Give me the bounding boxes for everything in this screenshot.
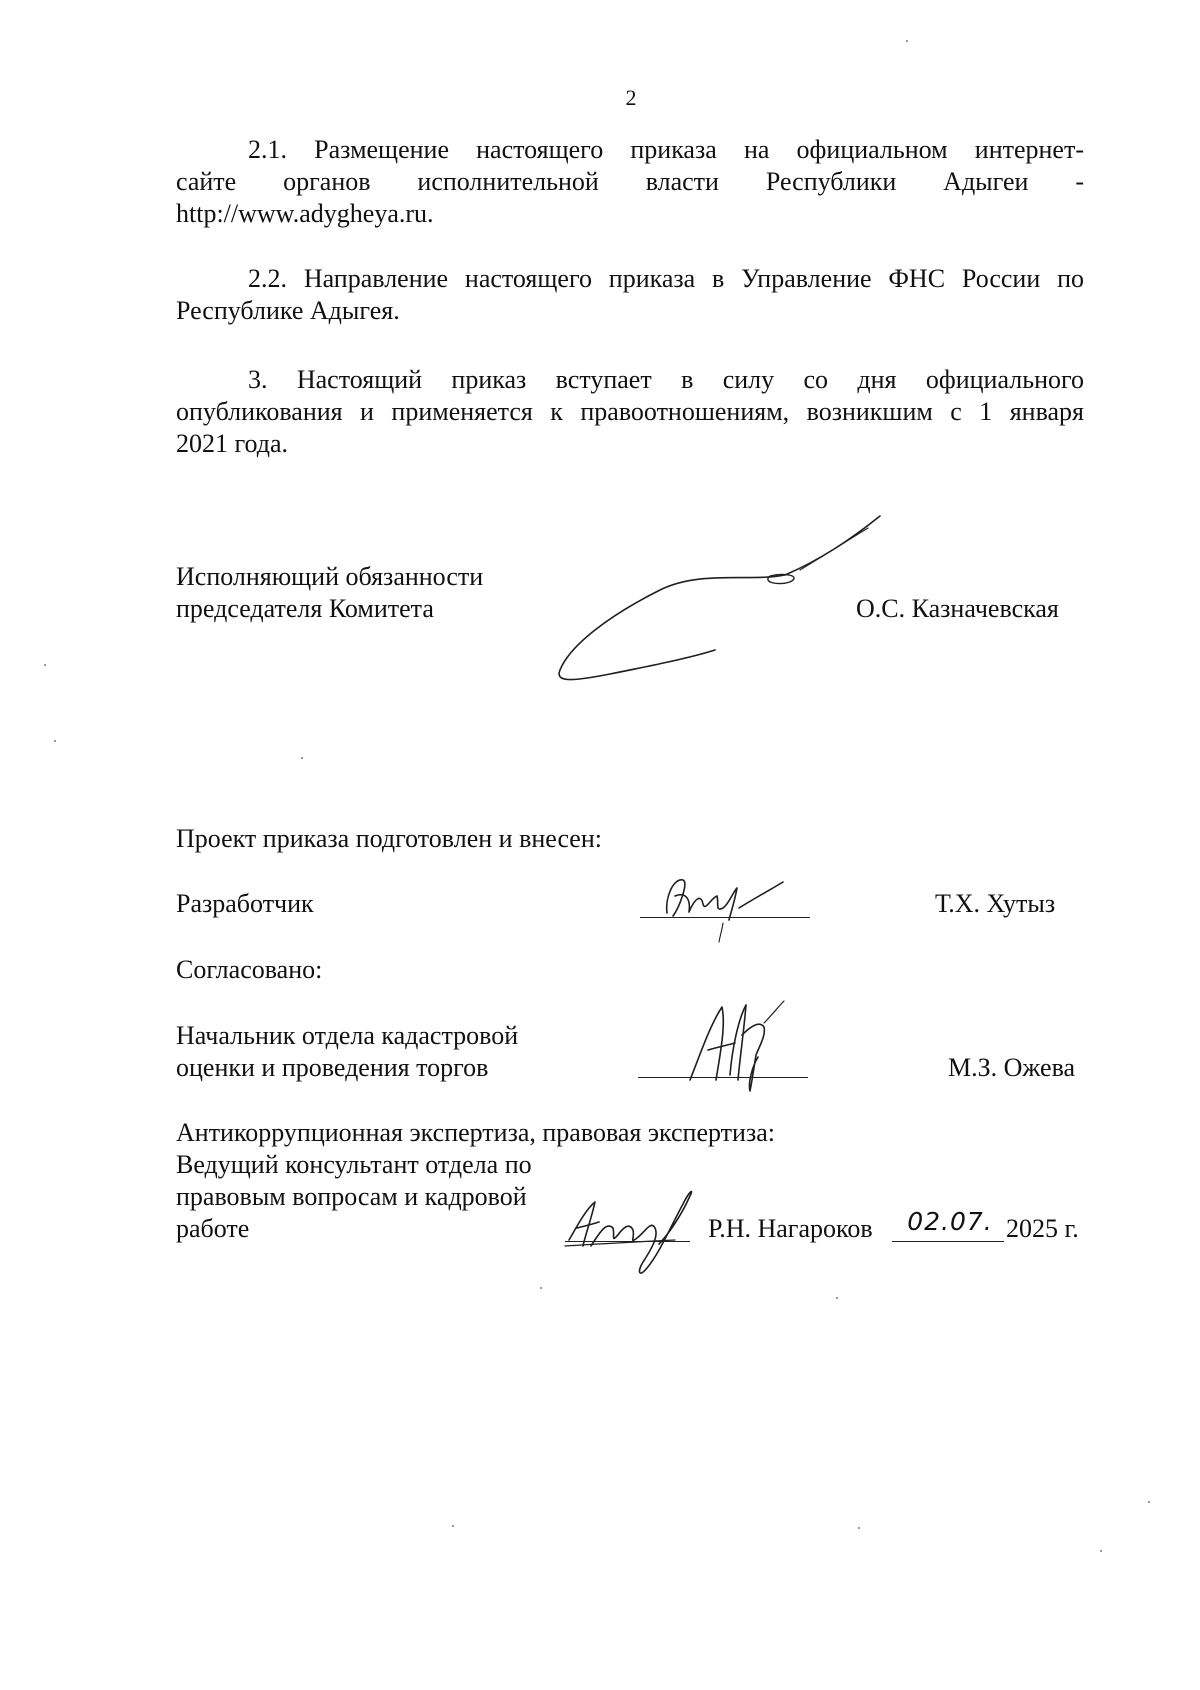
expertise-header: Антикоррупционная экспертиза, правовая экспертиза: [176,1118,775,1147]
word: исполнительной [417,167,599,196]
head-title-line-2: председателя Комитета [176,594,434,623]
scan-speck [301,757,303,759]
paragraph-2-1-line-1: 2.1. Размещение настоящего приказа на официальном интернет- [248,135,1084,164]
scan-speck [54,740,56,742]
scan-speck [1100,1550,1102,1552]
word: власти [645,167,719,196]
scan-speck [44,664,46,666]
word: - [1075,167,1084,196]
word: сайте [176,167,237,196]
scan-speck [1148,1501,1150,1503]
expertise-date-handwritten: 02.07. [907,1207,993,1236]
scan-speck [540,1287,542,1289]
word: органов [283,167,371,196]
expertise-role-line-3: работе [176,1214,250,1243]
page-number: 2 [625,85,637,110]
scan-speck [836,1297,838,1299]
expertise-date-year: 2025 г. [1006,1214,1079,1243]
scan-speck [906,40,908,42]
word: Адыгеи [943,167,1029,196]
head-signature-icon [550,510,890,690]
paragraph-2-1-line-3: http://www.adygheya.ru. [176,199,434,228]
developer-name: Т.Х. Хутыз [935,889,1056,918]
paragraph-2-1-line-2 [176,166,1084,198]
approver-name: М.З. Ожева [948,1053,1076,1082]
developer-signature-icon [645,868,795,948]
expertise-name: Р.Н. Нагароков [708,1214,873,1243]
approver-signature-icon [680,995,790,1095]
paragraph-3-line-1: 3. Настоящий приказ вступает в силу со дня официального [248,365,1084,394]
expertise-date-line [892,1241,1004,1242]
approver-role-line-1: Начальник отдела кадастровой [176,1021,519,1050]
expertise-role-line-2: правовым вопросам и кадровой [176,1182,527,1211]
paragraph-2-1 [176,134,1084,230]
paragraph-2-2 [176,263,1084,327]
head-name: О.С. Казначевская [856,594,1059,623]
head-title-line-1: Исполняющий обязанности [176,562,484,591]
word: Республики [765,167,897,196]
agreed-label: Согласовано: [176,955,323,984]
paragraph-3-line-2: опубликования и применяется к правоотношениям, возникшим с 1 января [176,397,1084,426]
project-header: Проект приказа подготовлен и внесен: [176,824,602,853]
developer-role: Разработчик [176,889,314,918]
expertise-signature-icon [555,1170,725,1280]
paragraph-3-line-3: 2021 года. [176,429,289,458]
paragraph-2-2-line-2: Республике Адыгея. [176,296,400,325]
scan-speck [452,1525,454,1527]
paragraph-3 [176,364,1084,460]
paragraph-2-2-line-1: 2.2. Направление настоящего приказа в Управление ФНС России по [248,264,1084,293]
expertise-role-line-1: Ведущий консультант отдела по [176,1150,532,1179]
approver-role-line-2: оценки и проведения торгов [176,1053,489,1082]
scan-speck [858,1527,860,1529]
